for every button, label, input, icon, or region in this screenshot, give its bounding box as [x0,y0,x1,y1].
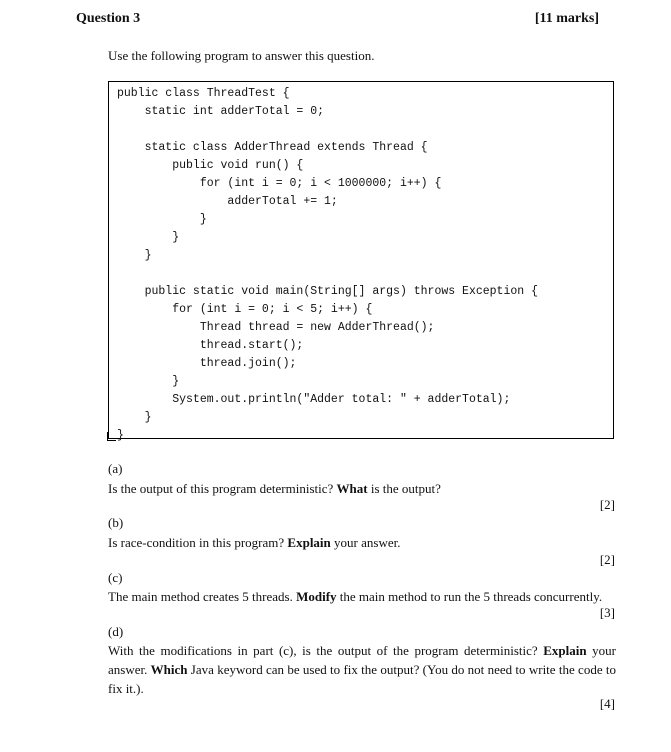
part-d-keyword-1: Explain [543,643,587,658]
part-c-label: (c) [108,570,123,585]
part-d-label: (d) [108,624,124,639]
code-listing: public class ThreadTest { static int adderTotal = 0; static class AdderThread extends Thread { public void run() { for (int i = 0; i < 1000000; i++) { adderTotal += 1; } } } public static void main(String[] args) throws Exception { for (int i = 0; i < 5; i++) { Thread thread = new AdderThread(); thread.start(); thread.join(); } System.out.println("Adder total: " + adderTotal); } } [117,87,538,442]
part-b-label: (b) [108,515,124,530]
part-a-text: Is the output of this program deterministic? [108,481,337,496]
part-d-text: With the modifications in part (c), is the output of the program deterministic? [108,643,544,658]
part-c-text-end: the main method to run the 5 threads concurrently. [336,589,603,604]
part-b-question [108,533,400,552]
part-d-marks: [4] [599,696,615,711]
part-a-label: (a) [108,461,123,476]
part-b-marks: [2] [599,552,615,567]
box-corner-mark [107,432,116,441]
question-marks: [11 marks] [534,11,599,26]
question-title: Question 3 [76,11,141,26]
question-intro: Use the following program to answer this question. [108,48,375,63]
part-d-question [108,641,616,698]
part-c-text: The main method creates 5 threads. [108,589,297,604]
part-b-keyword: Explain [287,535,331,550]
part-a-keyword: What [336,481,368,496]
part-a-question [108,479,441,498]
code-listing-box [108,81,614,442]
part-c-question [108,587,602,606]
part-a-marks: [2] [599,497,615,512]
part-d-text-end: Java keyword can be used to fix the output? (You do not need to write the code to fix it.). [108,662,616,696]
part-d-text-mid: your answer. [108,643,616,677]
part-c-marks: [3] [599,605,615,620]
part-b-text: Is race-condition in this program? [108,535,288,550]
part-d-keyword-2: Which [150,662,188,677]
part-b-text-end: your answer. [330,535,401,550]
part-c-keyword: Modify [296,589,337,604]
part-a-text-end: is the output? [367,481,441,496]
